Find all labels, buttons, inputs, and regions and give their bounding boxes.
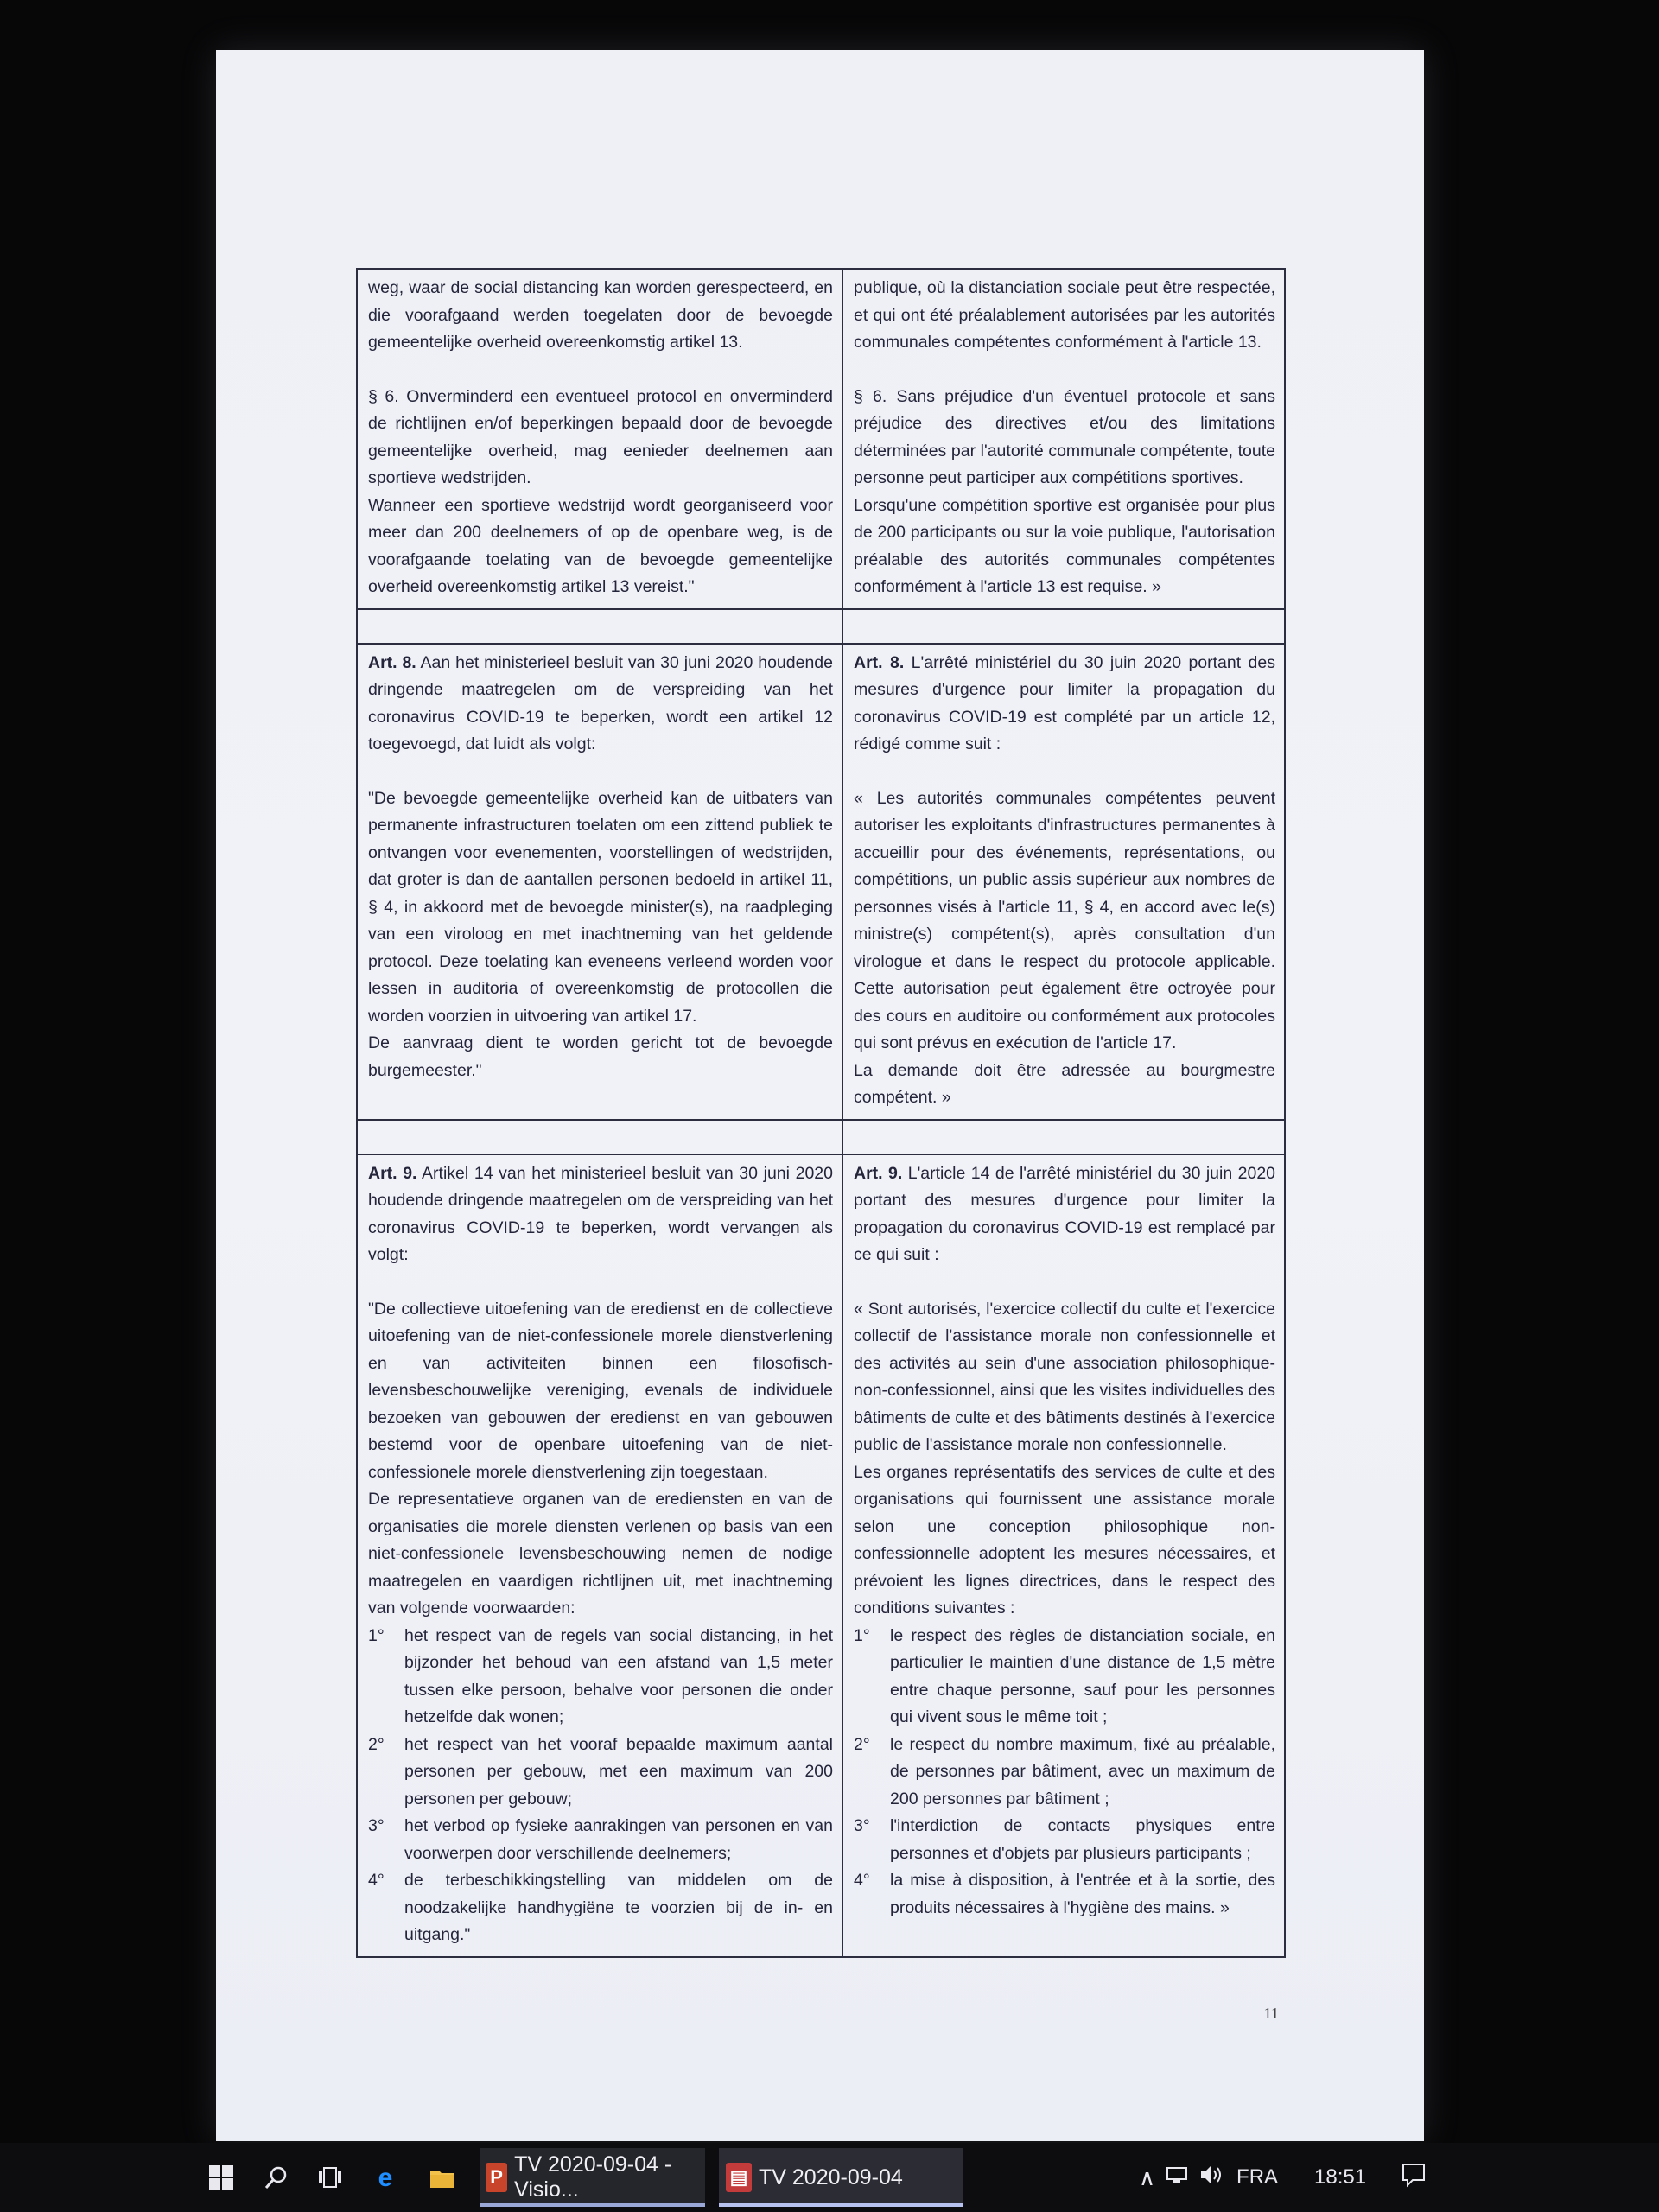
table-cell-nl [357,1154,842,1957]
taskbar-app-pdf[interactable] [719,2148,963,2207]
table-cell-nl [357,269,842,609]
article-intro: Artikel 14 van het ministerieel besluit van 30 juni 2020 houdende dringende maatregelen om de verspreiding van het coronavirus COVID-19 te beperken, wordt vervangen als volgt: [368,1163,833,1264]
list-text: la mise à disposition, à l'entrée et à la sortie, des produits nécessaires à l'hygiène des mains. » [890,1871,1275,1917]
page-number: 11 [1263,2005,1279,2022]
taskbar-app-label: TV 2020-09-04 [759,2164,903,2190]
list-item [368,1867,833,1949]
table-row [357,644,1285,1120]
list-number: 3° [854,1816,870,1835]
paragraph [368,1160,833,1269]
language-indicator[interactable]: FRA [1236,2165,1279,2189]
paragraph [368,650,833,759]
list-item [368,1732,833,1814]
list-number: 4° [368,1871,385,1890]
paragraph: Wanneer een sportieve wedstrijd wordt georganiseerd voor meer dan 200 deelnemers of op de openbare weg, is de voorafgaande toelating van de bevoegde gemeentelijke overheid overeenkomstig artikel 13 vereist." [368,495,833,596]
article-label: Art. 9. [854,1163,903,1183]
paragraph: weg, waar de social distancing kan worden gerespecteerd, en die voorafgaand werden toegelaten door de bevoegde gemeentelijke overheid overeenkomstig artikel 13. [368,278,833,352]
list-text: de terbeschikkingstelling van middelen om de noodzakelijke handhygiëne te voorzien bij de in- en uitgang." [404,1871,833,1944]
article-intro: L'article 14 de l'arrêté ministériel du 30 juin 2020 portant des mesures d'urgence pour limiter la propagation du coronavirus COVID-19 est remplacé par ce qui suit : [854,1163,1276,1264]
table-row-spacer [357,609,1285,644]
file-explorer-icon[interactable] [425,2143,460,2212]
list-number: 2° [368,1734,385,1754]
list-text: het respect van de regels van social distancing, in het bijzonder het behoud van een afstand van 1,5 meter tussen elke persoon, behalve voor personen die onder hetzelfde dak wonen; [404,1625,833,1726]
paragraph: De aanvraag dient te worden gericht tot de bevoegde burgemeester." [368,1033,833,1080]
table-cell-nl [357,644,842,1120]
list-text: le respect du nombre maximum, fixé au préalable, de personnes par bâtiment, avec un maximum de 200 personnes par bâtiment ; [890,1734,1275,1808]
clock[interactable]: 18:51 [1314,2165,1367,2189]
table-row [357,1154,1285,1957]
table-cell-fr [842,1154,1285,1957]
article-label: Art. 9. [368,1163,417,1183]
article-label: Art. 8. [854,652,905,672]
document-table [356,268,1286,1958]
chevron-up-icon[interactable]: ∧ [1139,2164,1156,2190]
powerpoint-icon: P [486,2163,507,2192]
table-row [357,269,1285,609]
table-cell-fr [842,644,1285,1120]
list-number: 1° [854,1625,870,1645]
list-item [854,1813,1275,1867]
network-icon[interactable] [1166,2165,1188,2190]
paragraph: « Les autorités communales compétentes peuvent autoriser les exploitants d'infrastructures permanentes à accueillir pour des événements, représentations, ou compétitions, un public assis supérieur aux nombres de personnes visés à l'article 11, § 4, en accord avec le(s) ministre(s) compétent(s), après consultation d'un virologue et dans le respect du protocole applicable. Cette autorisation peut également être octroyée pour des cours en auditoire ou conformément aux protocoles qui sont prévus en exécution de l'article 17. [854,788,1275,1052]
taskbar-app-powerpoint[interactable] [480,2148,705,2207]
taskbar [0,2143,1659,2212]
list-item [368,1623,833,1732]
system-tray [1139,2143,1427,2212]
article-label: Art. 8. [368,652,416,672]
windows-start-icon[interactable] [204,2143,238,2212]
svg-text:e: e [378,2164,393,2191]
paragraph: "De bevoegde gemeentelijke overheid kan de uitbaters van permanente infrastructuren toelaten om een zittend publiek te ontvangen voor evenementen, voorstellingen of wedstrijden, dat groter is dan de aantallen personen bedoeld in artikel 11, § 4, in akkoord met de bevoegde minister(s), na raadpleging van een viroloog en met inachtneming van het geldende protocol. Deze toelating kan eveneens verleend worden voor lessen in auditoria of overeenkomstig de protocollen die worden voorzien in uitvoering van artikel 17. [368,788,833,1026]
paragraph: publique, où la distanciation sociale peut être respectée, et qui ont été préalablement autorisées par les autorités communales compétentes conformément à l'article 13. [854,278,1275,352]
search-icon[interactable] [259,2143,294,2212]
list-number: 1° [368,1625,385,1645]
paragraph: "De collectieve uitoefening van de eredienst en de collectieve uitoefening van de niet-confessionele morele dienstverlening en van activiteiten binnen een filosofisch-levensbeschouwelijke vereniging, evenals de individuele bezoeken van gebouwen der eredienst en van gebouwen bestemd voor de openbare uitoefening van de niet-confessionele morele dienstverlening zijn toegestaan. [368,1299,833,1482]
list-item [854,1623,1275,1732]
list-item [368,1813,833,1867]
edge-browser-icon[interactable] [368,2143,403,2212]
taskbar-app-label: TV 2020-09-04 - Visio... [514,2152,672,2202]
article-intro: L'arrêté ministériel du 30 juin 2020 portant des mesures d'urgence pour limiter la propagation du coronavirus COVID-19 est complété par un article 12, rédigé comme suit : [854,652,1275,753]
volume-icon[interactable] [1198,2164,1224,2192]
paragraph [854,1160,1275,1269]
paragraph: § 6. Onverminderd een eventueel protocol en onverminderd de richtlijnen en/of beperkingen bepaald door de bevoegde gemeentelijke overheid, mag eenieder deelnemen aan sportieve wedstrijden. [368,386,833,487]
list-text: le respect des règles de distanciation sociale, en particulier le maintien d'une distance de 1,5 mètre entre chaque personne, sauf pour les personnes qui vivent sous le même toit ; [890,1625,1275,1726]
list-number: 3° [368,1816,385,1835]
list-item [854,1867,1275,1922]
list-text: het verbod op fysieke aanrakingen van personen en van voorwerpen door verschillende deelnemers; [404,1816,833,1863]
article-intro: Aan het ministerieel besluit van 30 juni 2020 houdende dringende maatregelen om de verspreiding van het coronavirus COVID-19 te beperken, wordt een artikel 12 toegevoegd, dat luidt als volgt: [368,652,833,753]
list-text: l'interdiction de contacts physiques entre personnes et d'objets par plusieurs participants ; [890,1816,1275,1863]
paragraph: De representatieve organen van de erediensten en van de organisaties die morele diensten verlenen op basis van een niet-confessionele levensbeschouwing nemen de nodige maatregelen en vaardigen richtlijnen uit, met inachtneming van volgende voorwaarden: [368,1490,833,1618]
list-item [854,1732,1275,1814]
paragraph: § 6. Sans préjudice d'un éventuel protocole et sans préjudice des directives et/ou des limitations déterminées par l'autorité communale compétente, toute personne peut participer aux compétitions sportives. [854,386,1275,487]
notification-icon[interactable] [1401,2162,1427,2194]
paragraph [854,650,1275,759]
task-view-icon[interactable] [313,2143,347,2212]
table-row-spacer [357,1120,1285,1154]
pdf-icon: ▤ [726,2163,752,2192]
list-number: 4° [854,1871,870,1890]
document-page [216,50,1424,2141]
paragraph: « Sont autorisés, l'exercice collectif du culte et l'exercice collectif de l'assistance morale non confessionnelle et des activités au sein d'une association philosophique-non-confessionnel, ainsi que les visites individuelles des bâtiments de culte et des bâtiments destinés à l'exercice public de l'assistance morale non confessionnelle. [854,1299,1275,1454]
paragraph: Les organes représentatifs des services de culte et des organisations qui fournissent une assistance morale selon une conception philosophique non-confessionnelle adoptent les mesures nécessaires, et prévoient les lignes directrices, dans le respect des conditions suivantes : [854,1462,1275,1618]
paragraph: La demande doit être adressée au bourgmestre compétent. » [854,1060,1275,1107]
list-number: 2° [854,1734,870,1754]
table-cell-fr [842,269,1285,609]
list-text: het respect van het vooraf bepaalde maximum aantal personen per gebouw, met een maximum van 200 personen per gebouw; [404,1734,833,1808]
paragraph: Lorsqu'une compétition sportive est organisée pour plus de 200 participants ou sur la voie publique, l'autorisation préalable des autorités communales compétentes conformément à l'article 13 est requise. » [854,495,1275,596]
